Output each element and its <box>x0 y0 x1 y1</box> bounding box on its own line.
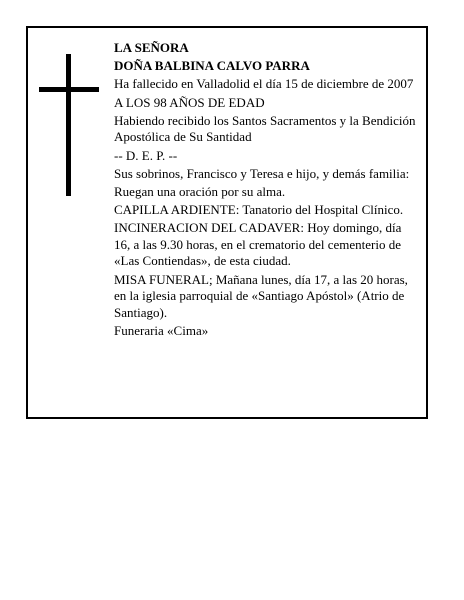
rip-line: -- D. E. P. -- <box>114 147 178 163</box>
family-line: Sus sobrinos, Francisco y Teresa e hijo, y demás familia: <box>114 165 410 181</box>
cross-vertical-bar <box>66 54 71 196</box>
prayer-line: Ruegan una oración por su alma. <box>114 183 286 199</box>
mass-line: MISA FUNERAL; Mañana lunes, día 17, a las 20 horas, en la iglesia parroquial de «Santiago Apóstol» (Atrio de Santiago). <box>114 271 408 320</box>
obituary-notice <box>26 26 428 419</box>
cross-horizontal-bar <box>39 87 99 92</box>
notice-title: LA SEÑORA <box>114 40 189 55</box>
notice-body <box>114 40 419 341</box>
cross-icon <box>39 54 99 196</box>
funeral-home-line: Funeraria «Cima» <box>114 323 209 339</box>
chapel-line: CAPILLA ARDIENTE: Tanatorio del Hospital Clínico. <box>114 202 404 218</box>
death-announcement: Ha fallecido en Valladolid el día 15 de diciembre de 2007 <box>114 76 414 92</box>
deceased-name: DOÑA BALBINA CALVO PARRA <box>114 58 310 74</box>
cremation-line: INCINERACION DEL CADAVER: Hoy domingo, día 16, a las 9.30 horas, en el crematorio del cementerio de «Las Contiendas», de esta ciudad. <box>114 220 402 269</box>
sacraments-line: Habiendo recibido los Santos Sacramentos y la Bendición Apostólica de Su Santidad <box>114 112 416 145</box>
age-line: A LOS 98 AÑOS DE EDAD <box>114 94 265 110</box>
